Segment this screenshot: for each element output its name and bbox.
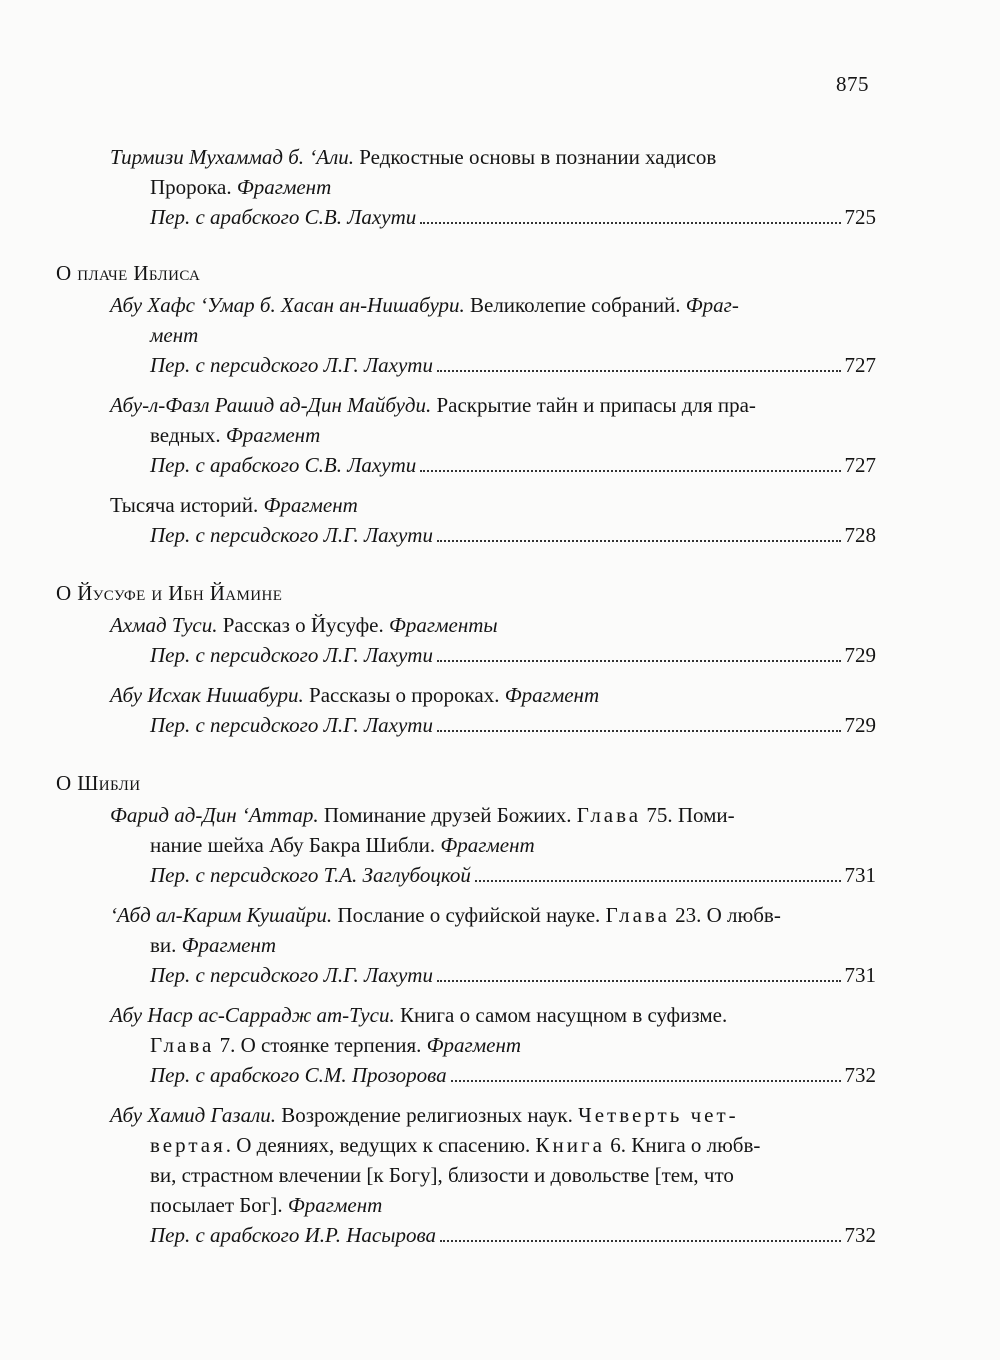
toc-entry-ghazali bbox=[110, 1100, 876, 1250]
entry-title-text: Тысяча историй. bbox=[110, 493, 264, 517]
entry-title-line2b: 6. Книга о любв- bbox=[604, 1133, 761, 1157]
translator-line bbox=[150, 350, 876, 380]
entry-spaced-2: вертая bbox=[150, 1133, 226, 1157]
leader-dots bbox=[475, 879, 841, 882]
entry-title-text: Возрождение религиозных наук. bbox=[276, 1103, 579, 1127]
leader-dots bbox=[437, 659, 841, 662]
entry-title-text: Рассказ о Йусуфе. bbox=[217, 613, 390, 637]
entry-spaced-1: Четверть чет- bbox=[578, 1103, 739, 1127]
page-ref: 732 bbox=[844, 1063, 876, 1087]
entry-author: Тирмизи Мухаммад б. ‘Али. bbox=[110, 145, 355, 169]
leader-dots bbox=[451, 1079, 841, 1082]
translator-line bbox=[150, 450, 876, 480]
entry-author: Абу Хамид Газали. bbox=[110, 1103, 276, 1127]
translator-line bbox=[150, 520, 876, 550]
translator-line bbox=[150, 1060, 876, 1090]
entry-author: Абу-л-Фазл Рашид ад-Дин Майбуди. bbox=[110, 393, 432, 417]
entry-title-text: Редкостные основы в познании хадисов bbox=[354, 145, 717, 169]
entry-author: Фарид ад-Дин ‘Аттар. bbox=[110, 803, 319, 827]
translator: Пер. с арабского С.М. Прозорова bbox=[150, 1063, 447, 1087]
entry-title-text2: 23. О любв- bbox=[669, 903, 781, 927]
entry-tag: Фрагменты bbox=[389, 613, 498, 637]
translator-line bbox=[150, 960, 876, 990]
entry-author: Абу Наср ас-Саррадж ат-Туси. bbox=[110, 1003, 395, 1027]
leader-dots bbox=[437, 369, 841, 372]
entry-title-cont: Пророка. bbox=[150, 175, 237, 199]
entry-title-cont: ведных. bbox=[150, 423, 226, 447]
leader-dots bbox=[437, 729, 841, 732]
entry-tag: Фрагмент bbox=[426, 1033, 522, 1057]
entry-title-text2: 75. Поми- bbox=[641, 803, 735, 827]
page-ref: 728 bbox=[844, 523, 876, 547]
entry-tag: Фрагмент bbox=[287, 1193, 383, 1217]
section-title-yusuf: О Йусуфе и Ибн Йамине bbox=[56, 581, 283, 605]
toc-entry-tirmizi bbox=[110, 142, 876, 232]
translator: Пер. с персидского Л.Г. Лахути bbox=[150, 963, 433, 987]
translator: Пер. с арабского С.В. Лахути bbox=[150, 453, 417, 477]
entry-tag: Фраг- bbox=[685, 293, 739, 317]
page-ref: 725 bbox=[844, 205, 876, 229]
leader-dots bbox=[440, 1239, 841, 1242]
entry-chapter: Глава bbox=[576, 803, 642, 827]
entry-title-cont: 7. О стоянке терпения. bbox=[214, 1033, 427, 1057]
translator-line bbox=[150, 640, 876, 670]
page-ref: 732 bbox=[844, 1223, 876, 1247]
translator: Пер. с персидского Л.Г. Лахути bbox=[150, 353, 433, 377]
page-ref: 727 bbox=[844, 353, 876, 377]
translator: Пер. с арабского С.В. Лахути bbox=[150, 205, 417, 229]
leader-dots bbox=[420, 221, 840, 224]
entry-author: Ахмад Туси. bbox=[110, 613, 218, 637]
translator: Пер. с персидского Л.Г. Лахути bbox=[150, 523, 433, 547]
entry-tag: Фрагмент bbox=[440, 833, 535, 857]
toc-entry-sarraj bbox=[110, 1000, 876, 1090]
entry-title-text: Книга о самом насущном в суфизме. bbox=[394, 1003, 728, 1027]
page-ref: 727 bbox=[844, 453, 876, 477]
entry-tag: Фрагмент bbox=[263, 493, 358, 517]
page-ref: 729 bbox=[844, 643, 876, 667]
entry-tag: Фрагмент bbox=[225, 423, 321, 447]
toc-entry-ahmad-tusi bbox=[110, 610, 876, 670]
toc-entry-maybudi bbox=[110, 390, 876, 480]
entry-tag: Фрагмент bbox=[504, 683, 600, 707]
entry-title-line4: посылает Бог]. bbox=[150, 1193, 288, 1217]
entry-tag-cont: мент bbox=[150, 323, 199, 347]
entry-title-cont: ви. bbox=[150, 933, 182, 957]
entry-title-text: Рассказы о пророках. bbox=[303, 683, 505, 707]
entry-author: ‘Абд ал-Карим Кушайри. bbox=[110, 903, 333, 927]
translator-line bbox=[150, 1220, 876, 1250]
toc-entry-abu-hafs bbox=[110, 290, 876, 380]
toc-entry-qushayri bbox=[110, 900, 876, 990]
entry-tag: Фрагмент bbox=[236, 175, 332, 199]
entry-chapter: Глава bbox=[150, 1033, 215, 1057]
entry-spaced-3: Книга bbox=[535, 1133, 605, 1157]
entry-title-text: Раскрытие тайн и припасы для пра- bbox=[431, 393, 756, 417]
toc-entry-attar bbox=[110, 800, 876, 890]
entry-title-text: Послание о суфийской науке. bbox=[332, 903, 606, 927]
leader-dots bbox=[420, 469, 840, 472]
page-ref: 731 bbox=[844, 963, 876, 987]
page-number: 875 bbox=[836, 72, 869, 96]
section-title-shibli: О Шибли bbox=[56, 771, 141, 795]
entry-author: Абу Исхак Нишабури. bbox=[110, 683, 304, 707]
entry-chapter: Глава bbox=[605, 903, 670, 927]
translator: Пер. с арабского И.Р. Насырова bbox=[150, 1223, 436, 1247]
translator-line bbox=[150, 202, 876, 232]
toc-entry-thousand-stories bbox=[110, 490, 876, 550]
leader-dots bbox=[437, 979, 841, 982]
entry-title-line3: ви, страстном влечении [к Богу], близости и довольстве [тем, что bbox=[150, 1163, 734, 1187]
translator: Пер. с персидского Л.Г. Лахути bbox=[150, 643, 433, 667]
translator: Пер. с персидского Т.А. Заглубоцкой bbox=[150, 863, 471, 887]
toc-entry-abu-ishaq bbox=[110, 680, 876, 740]
page-ref: 731 bbox=[844, 863, 876, 887]
leader-dots bbox=[437, 539, 841, 542]
translator: Пер. с персидского Л.Г. Лахути bbox=[150, 713, 433, 737]
entry-title-cont: нание шейха Абу Бакра Шибли. bbox=[150, 833, 441, 857]
entry-title-line2: . О деяниях, ведущих к спасению. bbox=[225, 1133, 536, 1157]
section-title-iblis: О плаче Иблиса bbox=[56, 261, 201, 285]
entry-title-text: Великолепие собраний. bbox=[464, 293, 686, 317]
entry-title-text: Поминание друзей Божиих. bbox=[318, 803, 577, 827]
entry-author: Абу Хафс ‘Умар б. Хасан ан-Нишабури. bbox=[110, 293, 465, 317]
translator-line bbox=[150, 860, 876, 890]
entry-tag: Фрагмент bbox=[181, 933, 277, 957]
page-ref: 729 bbox=[844, 713, 876, 737]
translator-line bbox=[150, 710, 876, 740]
